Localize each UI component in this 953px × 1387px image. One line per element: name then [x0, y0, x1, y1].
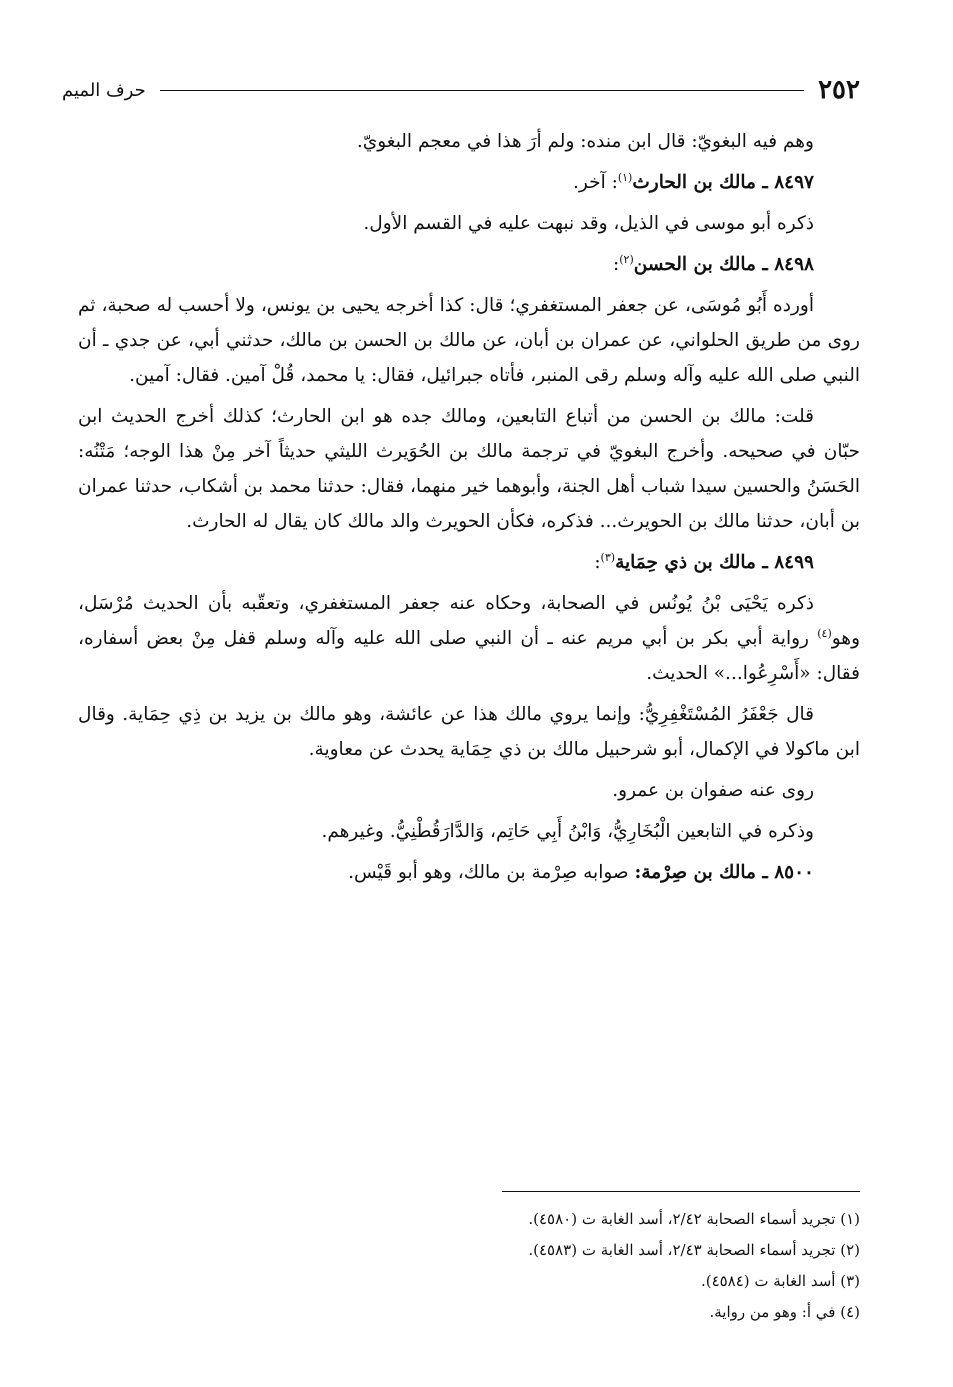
- footnote-separator: [502, 1191, 860, 1192]
- paragraph: أورده أَبُو مُوسَى، عن جعفر المستغفري؛ قال: كذا أخرجه يحيى بن يونس، ولا أحسب له صحبة، ثم روى من طريق الحلواني، عن عمران بن أبان، عن مالك بن الحسن بن مالك، حدثني أبي، عن جدي ـ أن النبي صلى الله عليه وآله وسلم رقى المنبر، فأتاه جبرائيل، فقال: يا محمد، قُلْ آمين. فقال: آمين.: [78, 295, 860, 386]
- paragraph: روى عنه صفوان بن عمرو.: [612, 780, 814, 801]
- paragraph: وذكره في التابعين الْبُخَارِيُّ، وَابْنُ أَبِي حَاتِم، وَالدَّارَقُطْنِيُّ. وغيرهم.: [321, 821, 814, 842]
- paragraph-text: رواية أبي بكر بن أبي مريم عنه ـ أن النبي صلى الله عليه وآله وسلم قفل مِنْ بعض أسفاره، فقال: «أَسْرِعُوا...» الحديث.: [78, 628, 860, 684]
- paragraph: ذكره أبو موسى في الذيل، وقد نبهت عليه في القسم الأول.: [363, 213, 814, 234]
- paragraph: قال جَعْفَرُ المُسْتَغْفِرِيُّ: وإنما يروي مالك هذا عن عائشة، وهو مالك بن يزيد بن ذِي حِمَاية. وقال ابن ماكولا في الإكمال، أبو شرحبيل مالك بن ذي حِمَاية يحدث عن معاوية.: [78, 704, 860, 760]
- entry-heading: ٨٤٩٧ ـ مالك بن الحارث: [632, 172, 814, 193]
- entry-heading: ٨٤٩٨ ـ مالك بن الحسن: [633, 254, 814, 275]
- footnote-ref: (٣): [600, 550, 616, 564]
- entry-text: :: [594, 552, 601, 573]
- entry-text: صوابه صِرْمة بن مالك، وهو أبو قَيْس.: [348, 862, 635, 883]
- footnotes: [78, 1204, 860, 1328]
- chapter-title: حرف الميم: [62, 79, 146, 101]
- paragraph-text: ذكره يَحْيَى بْنُ يُونُس في الصحابة، وحكاه عنه جعفر المستغفري، وتعقّبه بأن الحديث مُرْسَل، وهو: [78, 593, 860, 649]
- entry-heading: ٨٥٠٠ ـ مالك بن صِرْمة:: [634, 862, 814, 883]
- footnote: (٢) تجريد أسماء الصحابة ٢/٤٣، أسد الغابة ت (٤٥٨٣).: [528, 1241, 860, 1259]
- running-header: [62, 72, 860, 108]
- entry-heading: ٨٤٩٩ ـ مالك بن ذي حِمَاية: [615, 552, 814, 573]
- footnote: (١) تجريد أسماء الصحابة ٢/٤٢، أسد الغابة ت (٤٥٨٠).: [528, 1210, 860, 1228]
- footnote-ref: (٢): [619, 252, 634, 266]
- page-number: ٢٥٢: [818, 75, 860, 105]
- entry-8499: [78, 545, 860, 580]
- entry-text: : آخر.: [573, 172, 618, 193]
- main-text: [78, 124, 860, 890]
- paragraph: [78, 586, 860, 691]
- paragraph: قلت: مالك بن الحسن من أتباع التابعين، ومالك جده هو ابن الحارث؛ كذلك أخرج الحديث ابن حبّان في صحيحه. وأخرج البغويّ في ترجمة مالك بن الحُوَيرث الليثي حديثاً آخر مِنْ هذا الوجه؛ مَتْنُه: الحَسَنُ والحسين سيدا شباب أهل الجنة، وأبوهما خير منهما، فقال: حدثنا محمد بن أشكاب، حدثنا عمران بن أبان، حدثنا مالك بن الحويرث... فذكره، فكأن الحويرث والد مالك كان يقال له الحارث.: [78, 406, 860, 532]
- footnote: (٣) أسد الغابة ت (٤٥٨٤).: [700, 1272, 860, 1290]
- entry-text: :: [613, 254, 620, 275]
- footnote-ref: (١): [617, 170, 633, 184]
- footnote: (٤) في أ: وهو من رواية.: [709, 1303, 860, 1321]
- footnote-ref: (٤): [817, 626, 832, 640]
- entry-8500: [78, 855, 860, 890]
- entry-8498: [78, 247, 860, 282]
- header-rule: [160, 90, 804, 91]
- paragraph: وهم فيه البغويّ: قال ابن منده: ولم أرَ هذا في معجم البغويّ.: [356, 131, 814, 152]
- entry-8497: [78, 165, 860, 200]
